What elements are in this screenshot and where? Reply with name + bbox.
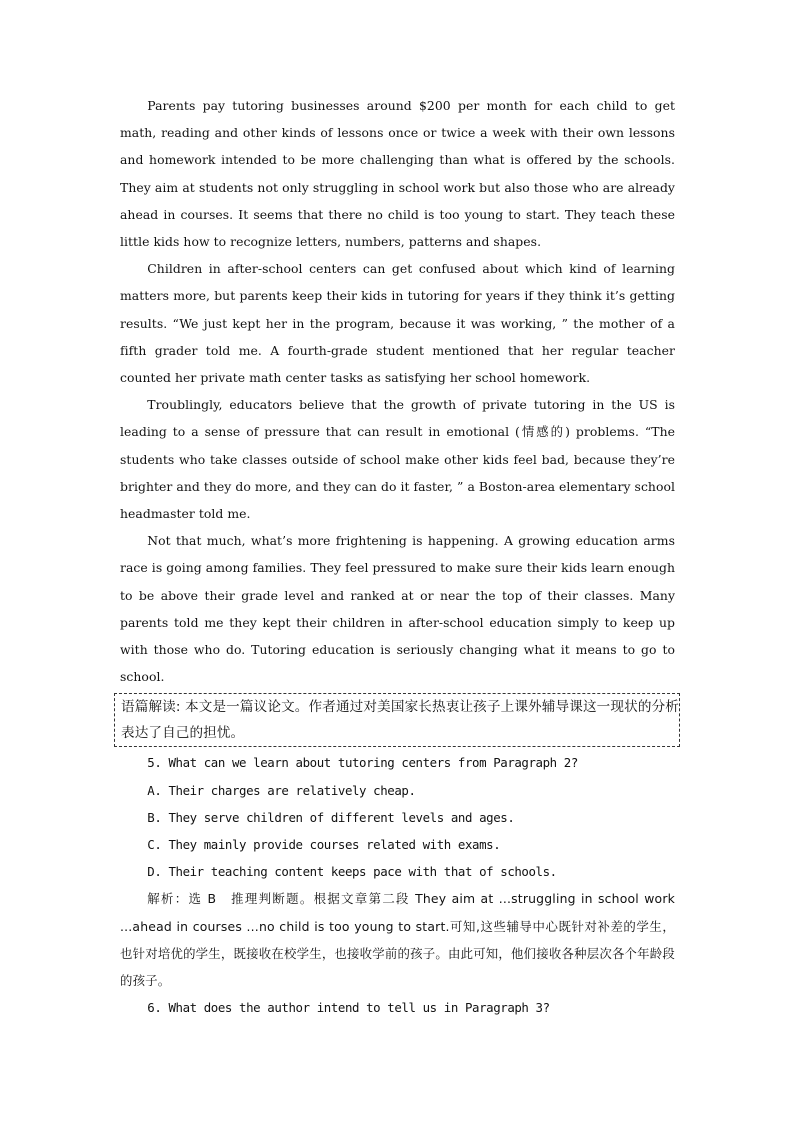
question-5-stem: 5. What can we learn about tutoring centers from Paragraph 2?: [147, 755, 578, 771]
passage-paragraph-3: Troublingly, educators believe that the growth of private tutoring in the US is leading to a sense of pressure that can result in emotional (情感的) problems. “The students who take classes outside of school make other kids feel bad, because they’re brighter and they do more, and they can do it faster, ” a Boston-area elementary school headmaster told me.: [120, 397, 675, 522]
question-5-option-a: A. Their charges are relatively cheap.: [147, 782, 416, 798]
passage-paragraph-2: Children in after-school centers can get confused about which kind of learning matters more, but parents keep their kids in tutoring for years if they think it’s getting results. “We just kept her in the program, because it was working, ” the mother of a fifth grader told me. A fourth-grade student mentioned that her regular teacher counted her private math center tasks as satisfying her school homework.: [120, 261, 675, 386]
question-5-option-d: D. Their teaching content keeps pace with that of schools.: [147, 864, 557, 880]
summary-box: [114, 693, 680, 747]
question-6-stem: 6. What does the author intend to tell us in Paragraph 3?: [147, 1000, 550, 1016]
question-5-option-c: C. They mainly provide courses related with exams.: [147, 837, 501, 853]
question-5-option-b: B. They serve children of different levels and ages.: [147, 809, 515, 825]
passage-paragraph-4: Not that much, what’s more frightening is happening. A growing education arms race is going among families. They feel pressured to make sure their kids learn enough to be above their grade level and ranked at or near the top of their classes. Many parents told me they kept their children in after-school education simply to keep up with those who do. Tutoring education is seriously changing what it means to go to school.: [120, 533, 675, 685]
passage-paragraph-1: Parents pay tutoring businesses around $200 per month for each child to get math, reading and other kinds of lessons once or twice a week with their own lessons and homework intended to be more challenging than what is offered by the schools. They aim at students not only struggling in school work but also those who are already ahead in courses. It seems that there no child is too young to start. They teach these little kids how to recognize letters, numbers, patterns and shapes.: [120, 98, 675, 250]
summary-text: 语篇解读: 本文是一篇议论文。作者通过对美国家长热衷让孩子上课外辅导课这一现状的分析表达了自己的担忧。: [121, 699, 679, 742]
document-page: [120, 92, 679, 1022]
question-5-analysis: 解析：选 B 推理判断题。根据文章第二段 They aim at ...struggling in school work ...ahead in courses ...no child is too young to start.可知,这些辅导中心既针对补差的学生，也针对培优的学生，既接收在校学生，也接收学前的孩子。由此可知，他们接收各种层次各个年龄段的孩子。: [120, 891, 675, 989]
